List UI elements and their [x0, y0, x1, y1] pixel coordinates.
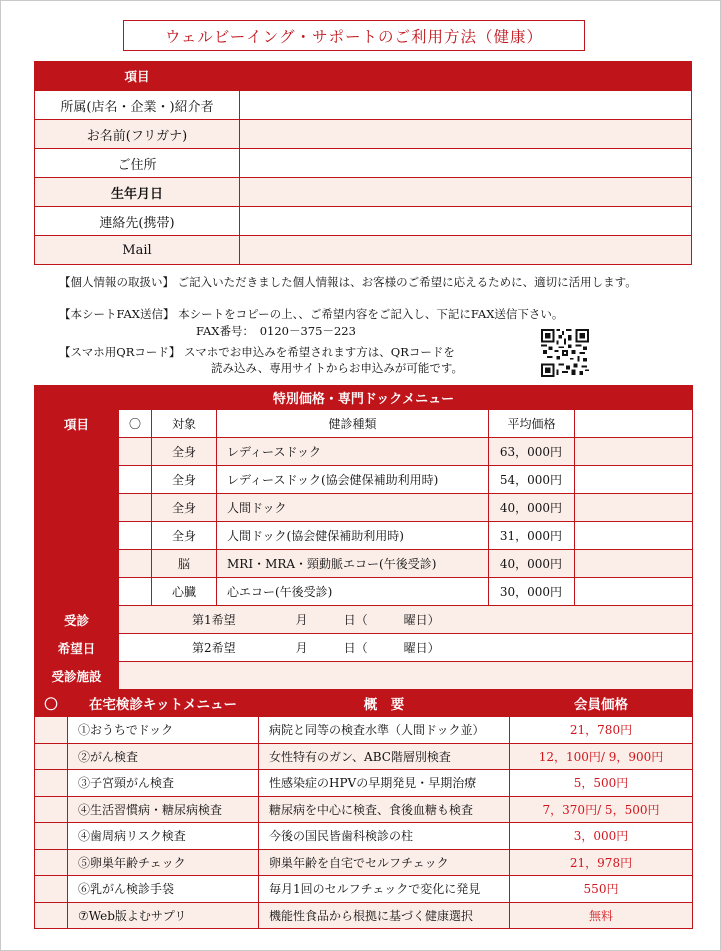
info-header: 項目: [35, 62, 240, 91]
info-label-name: お名前(フリガナ): [35, 120, 240, 149]
dock-col-price: 平均価格: [489, 410, 575, 438]
dock-note-cell[interactable]: [575, 438, 693, 466]
dock-target-cell: 全身: [152, 466, 217, 494]
dock-note-cell[interactable]: [575, 466, 693, 494]
info-label-mail: Mail: [35, 236, 240, 265]
dock-menu-table: [34, 385, 693, 690]
qr-code[interactable]: [541, 329, 589, 377]
kit-name-cell: ⑥乳がん検診手袋: [68, 876, 259, 903]
dock-target-cell: 心臓: [152, 578, 217, 606]
info-field-mail[interactable]: [240, 236, 692, 265]
kit-name-cell: ③子宮頸がん検査: [68, 770, 259, 797]
dock-type-cell: レディースドック: [217, 438, 489, 466]
visit-label-1: 受診: [35, 606, 119, 634]
kit-check-cell[interactable]: [35, 876, 68, 903]
personal-info-table: [34, 61, 692, 265]
kit-col-check: 〇: [35, 690, 68, 717]
kit-check-cell[interactable]: [35, 796, 68, 823]
dock-type-cell: MRI・MRA・頸動脈エコー(午後受診): [217, 550, 489, 578]
dock-type-cell: 人間ドック(協会健保補助利用時): [217, 522, 489, 550]
visit-choice-2[interactable]: 第2希望 月 日（ 曜日）: [119, 634, 693, 662]
dock-note-cell[interactable]: [575, 550, 693, 578]
kit-col-name: 在宅検診キットメニュー: [68, 690, 259, 717]
kit-col-price: 会員価格: [510, 690, 693, 717]
form-title: ウェルビーイング・サポートのご利用方法（健康）: [123, 20, 585, 51]
kit-check-cell[interactable]: [35, 743, 68, 770]
visit-label-2: 希望日: [35, 634, 119, 662]
kit-check-cell[interactable]: [35, 770, 68, 797]
dock-check-cell[interactable]: [119, 550, 152, 578]
dock-check-cell[interactable]: [119, 438, 152, 466]
dock-menu-title: 特別価格・専門ドックメニュー: [35, 386, 693, 410]
dock-price-cell: 54，000円: [489, 466, 575, 494]
dock-check-cell[interactable]: [119, 522, 152, 550]
dock-check-cell[interactable]: [119, 466, 152, 494]
info-label-birthdate: 生年月日: [35, 178, 240, 207]
kit-name-cell: ④歯周病リスク検査: [68, 823, 259, 850]
dock-price-cell: 63，000円: [489, 438, 575, 466]
dock-price-cell: 30，000円: [489, 578, 575, 606]
info-label-address: ご住所: [35, 149, 240, 178]
dock-item-side-block: [35, 438, 119, 606]
dock-target-cell: 全身: [152, 494, 217, 522]
info-field-phone[interactable]: [240, 207, 692, 236]
dock-type-cell: 人間ドック: [217, 494, 489, 522]
kit-price-cell: 5，500円: [510, 770, 693, 797]
kit-price-cell: 無料: [510, 902, 693, 929]
kit-summary-cell: 糖尿病を中心に検査、食後血糖も検査: [259, 796, 510, 823]
kit-summary-cell: 性感染症のHPVの早期発見・早期治療: [259, 770, 510, 797]
dock-price-cell: 40，000円: [489, 550, 575, 578]
visit-choice-1[interactable]: 第1希望 月 日（ 曜日）: [119, 606, 693, 634]
visit-facility-label: 受診施設: [35, 662, 119, 690]
dock-col-blank: [575, 410, 693, 438]
qr-note-line1: 【スマホ用QRコード】 スマホでお申込みを希望されます方は、QRコードを: [59, 345, 455, 359]
home-kit-table: [34, 689, 693, 929]
kit-name-cell: ④生活習慣病・糖尿病検査: [68, 796, 259, 823]
dock-col-type: 健診種類: [217, 410, 489, 438]
kit-name-cell: ⑤卵巣年齢チェック: [68, 849, 259, 876]
dock-col-item: 項目: [35, 410, 119, 438]
kit-price-cell: 12，100円/ 9，900円: [510, 743, 693, 770]
dock-note-cell[interactable]: [575, 522, 693, 550]
info-field-affiliation[interactable]: [240, 91, 692, 120]
dock-check-cell[interactable]: [119, 578, 152, 606]
info-field-name[interactable]: [240, 120, 692, 149]
dock-type-cell: レディースドック(協会健保補助利用時): [217, 466, 489, 494]
info-field-birthdate[interactable]: [240, 178, 692, 207]
kit-price-cell: 21，978円: [510, 849, 693, 876]
info-label-phone: 連絡先(携帯): [35, 207, 240, 236]
dock-price-cell: 31，000円: [489, 522, 575, 550]
kit-name-cell: ⑦Web版よむサプリ: [68, 902, 259, 929]
kit-check-cell[interactable]: [35, 823, 68, 850]
kit-name-cell: ②がん検査: [68, 743, 259, 770]
kit-summary-cell: 女性特有のガン、ABC階層別検査: [259, 743, 510, 770]
kit-price-cell: 3，000円: [510, 823, 693, 850]
info-label-affiliation: 所属(店名・企業・)紹介者: [35, 91, 240, 120]
dock-check-cell[interactable]: [119, 494, 152, 522]
dock-col-target: 対象: [152, 410, 217, 438]
kit-summary-cell: 機能性食品から根拠に基づく健康選択: [259, 902, 510, 929]
privacy-note: 【個人情報の取扱い】 ご記入いただきました個人情報は、お客様のご希望に応えるために、適切に活用します。: [59, 275, 637, 289]
kit-col-summary: 概 要: [259, 690, 510, 717]
dock-type-cell: 心エコー(午後受診): [217, 578, 489, 606]
kit-check-cell[interactable]: [35, 902, 68, 929]
dock-note-cell[interactable]: [575, 578, 693, 606]
fax-number: FAX番号： 0120－375－223: [196, 324, 356, 338]
kit-summary-cell: 病院と同等の検査水準（人間ドック並）: [259, 717, 510, 744]
kit-summary-cell: 毎月1回のセルフチェックで変化に発見: [259, 876, 510, 903]
dock-col-check: 〇: [119, 410, 152, 438]
kit-price-cell: 7，370円/ 5，500円: [510, 796, 693, 823]
visit-facility-field[interactable]: [119, 662, 693, 690]
kit-name-cell: ①おうちでドック: [68, 717, 259, 744]
kit-summary-cell: 今後の国民皆歯科検診の柱: [259, 823, 510, 850]
dock-target-cell: 全身: [152, 522, 217, 550]
kit-check-cell[interactable]: [35, 717, 68, 744]
info-header-blank: [240, 62, 692, 91]
kit-check-cell[interactable]: [35, 849, 68, 876]
dock-note-cell[interactable]: [575, 494, 693, 522]
info-field-address[interactable]: [240, 149, 692, 178]
dock-target-cell: 全身: [152, 438, 217, 466]
kit-price-cell: 21，780円: [510, 717, 693, 744]
kit-price-cell: 550円: [510, 876, 693, 903]
kit-summary-cell: 卵巣年齢を自宅でセルフチェック: [259, 849, 510, 876]
dock-price-cell: 40，000円: [489, 494, 575, 522]
qr-note-line2: 読み込み、専用サイトからお申込みが可能です。: [211, 361, 463, 375]
dock-target-cell: 脳: [152, 550, 217, 578]
fax-note: 【本シートFAX送信】 本シートをコピーの上、、ご希望内容をご記入し、下記にFAX送信下さい。: [59, 307, 564, 321]
